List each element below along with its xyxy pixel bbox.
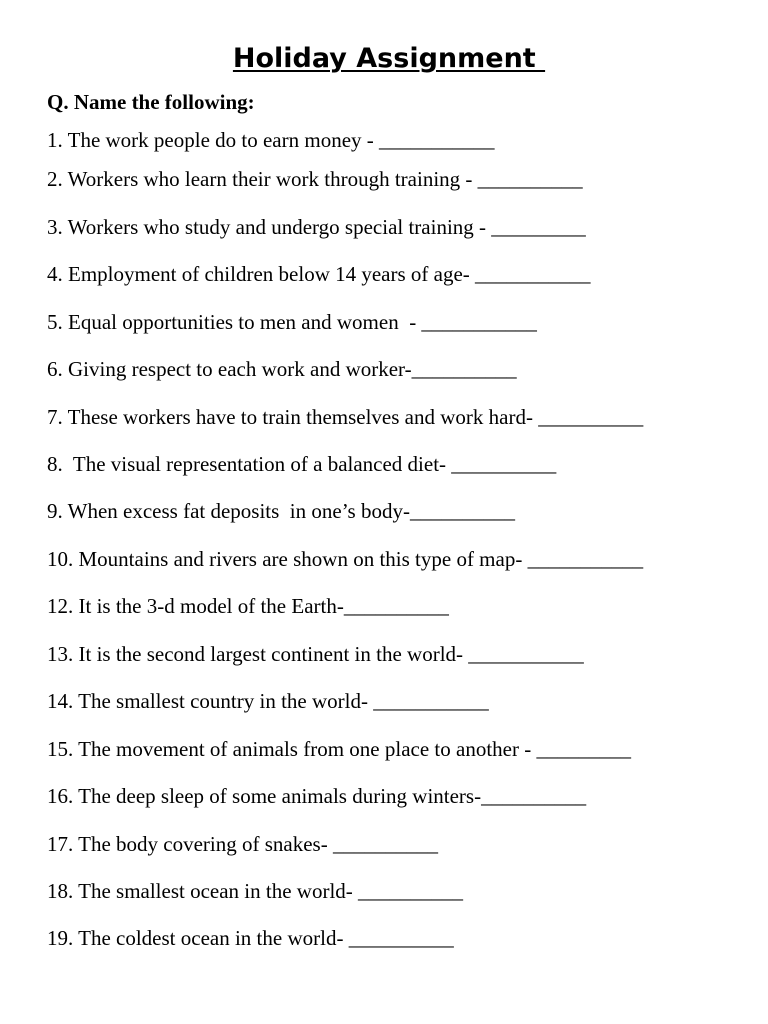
question-item: 2. Workers who learn their work through training - __________ (47, 167, 583, 191)
question-item: 16. The deep sleep of some animals during winters-__________ (47, 784, 587, 808)
question-item: 15. The movement of animals from one place to another - _________ (47, 737, 631, 761)
question-item: 19. The coldest ocean in the world- __________ (47, 926, 454, 950)
question-item: 5. Equal opportunities to men and women - ___________ (47, 310, 537, 334)
question-item: 17. The body covering of snakes- __________ (47, 832, 438, 856)
question-item: 7. These workers have to train themselves and work hard- __________ (47, 405, 644, 429)
question-item: 3. Workers who study and undergo special training - _________ (47, 215, 586, 239)
question-item: 4. Employment of children below 14 years of age- ___________ (47, 262, 591, 286)
question-item: 18. The smallest ocean in the world- __________ (47, 879, 464, 903)
question-item: 13. It is the second largest continent in the world- ___________ (47, 642, 584, 666)
question-item: 1. The work people do to earn money - ___________ (47, 128, 495, 152)
question-item: 12. It is the 3-d model of the Earth-__________ (47, 594, 449, 618)
question-item: 9. When excess fat deposits in one’s body-__________ (47, 499, 515, 523)
worksheet-title: Holiday Assignment (232, 43, 546, 74)
question-item: 10. Mountains and rivers are shown on this type of map- ___________ (47, 547, 644, 571)
question-item: 8. The visual representation of a balanced diet- __________ (47, 452, 557, 476)
question-item: 6. Giving respect to each work and worker-__________ (47, 357, 517, 381)
instruction-heading: Q. Name the following: (47, 90, 255, 114)
question-item: 14. The smallest country in the world- ___________ (47, 689, 489, 713)
